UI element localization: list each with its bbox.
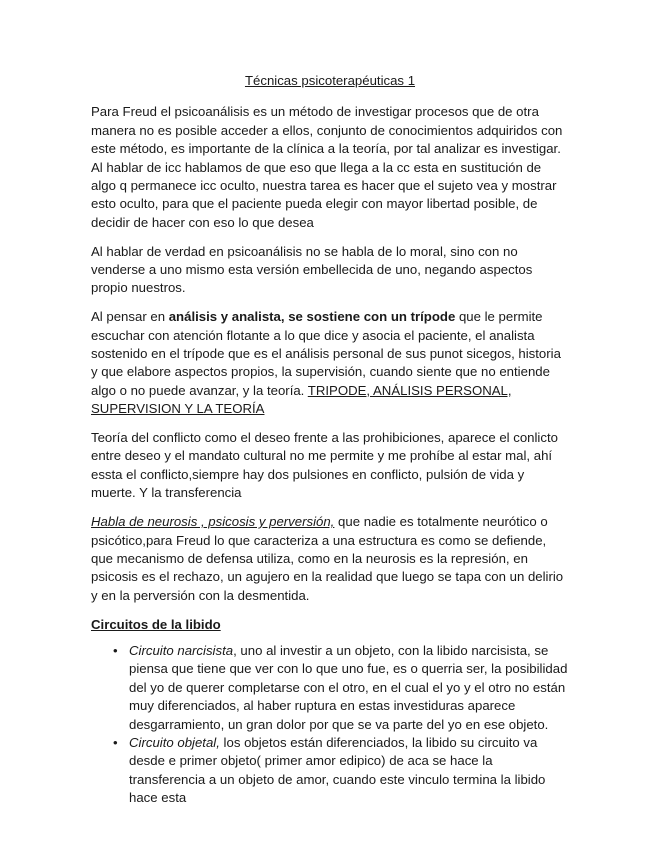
structures-rest-text: que nadie es totalmente neurótico o psicótico,para Freud lo que caracteriza a una estructura es como se defiende, que mecanismo de defensa utiliza, como en la neurosis es la represión, en psicosis es el rechazo, un agujero en la realidad que luego se tapa con un delirio y en la perversión con la desmentida. xyxy=(91,514,564,603)
tripod-bold-text: análisis y analista, se sostiene con un trípode xyxy=(168,309,456,325)
document-title: Técnicas psicoterapéuticas 1 xyxy=(244,73,416,88)
bullet-icon: • xyxy=(113,642,118,658)
list-item-term: Circuito narcisista xyxy=(129,642,234,658)
list-item-text: , uno al investir a un objeto, con la libido narcisista, se piensa que tiene que ver con lo que uno fue, es o querria ser, la posibilidad del yo de querer completarse con el otro, en el cual el yo y el otro no están muy diferenciados, al haber ruptura en estas investiduras aparece desgarramiento, un gran dolor por que se va parte del yo en ese objeto. xyxy=(129,642,568,732)
tripod-summary-underlined: TRIPODE, ANÁLISIS PERSONAL, SUPERVISION Y LA TEORÍA xyxy=(91,382,512,417)
libido-circuits-list xyxy=(91,642,569,808)
paragraph-psychoanalysis-method: Para Freud el psicoanálisis es un método de investigar procesos que de otra manera no es posible acceder a ellos, conjunto de conocimientos adquiridos con este método, es importante de la clínica a la teoría, por tal analizar es investigar. Al hablar de icc hablamos de que eso que llega a la cc esta en sustitución de algo q permanece icc oculto, nuestra tarea es hacer que el sujeto vea y mostrar esto oculto, para que el paciente pueda elegir con mayor libertad posible, de decidir de hacer con eso lo que desea xyxy=(91,104,563,230)
section-heading-libido-circuits: Circuitos de la libido xyxy=(91,616,221,632)
structures-italic-text: Habla de neurosis , psicosis y perversión, xyxy=(91,514,335,530)
list-item-term: Circuito objetal, xyxy=(129,734,220,750)
paragraph-truth: Al hablar de verdad en psicoanálisis no se habla de lo moral, sino con no venderse a uno mismo esta versión embellecida de uno, negando aspectos propio nuestros. xyxy=(91,243,533,296)
paragraph-structures xyxy=(91,513,569,605)
bullet-icon: • xyxy=(113,734,118,750)
tripod-rest-text: que le permite escuchar con atención flotante a lo que dice y asocia el paciente, el analista sostenido en el trípode que es el análisis personal de sus punot sicegos, historia y que elabore aspectos propios, la supervisión, cuando siente que no entiende algo o no puede avanzar, y la teoría. xyxy=(91,309,561,398)
list-item-narcissistic-circuit xyxy=(113,642,569,734)
list-item-text: los objetos están diferenciados, la libido su circuito va desde e primer objeto( primer amor edipico) de aca se hace la transferencia a un objeto de amor, cuando este vinculo termina la libido hace esta xyxy=(129,734,546,806)
document-page xyxy=(91,72,569,808)
paragraph-conflict-theory: Teoría del conflicto como el deseo frente a las prohibiciones, aparece el conlicto entre deseo y el mandato cultural no me permite y me prohíbe al estar mal, ahí essta el conflicto,siempre hay dos pulsiones en conflicto, pulsión de vida y muerte. Y la transferencia xyxy=(91,430,558,501)
tripod-lead-text: Al pensar en xyxy=(91,309,169,325)
list-item-object-circuit xyxy=(113,734,569,808)
paragraph-tripod xyxy=(91,308,569,418)
